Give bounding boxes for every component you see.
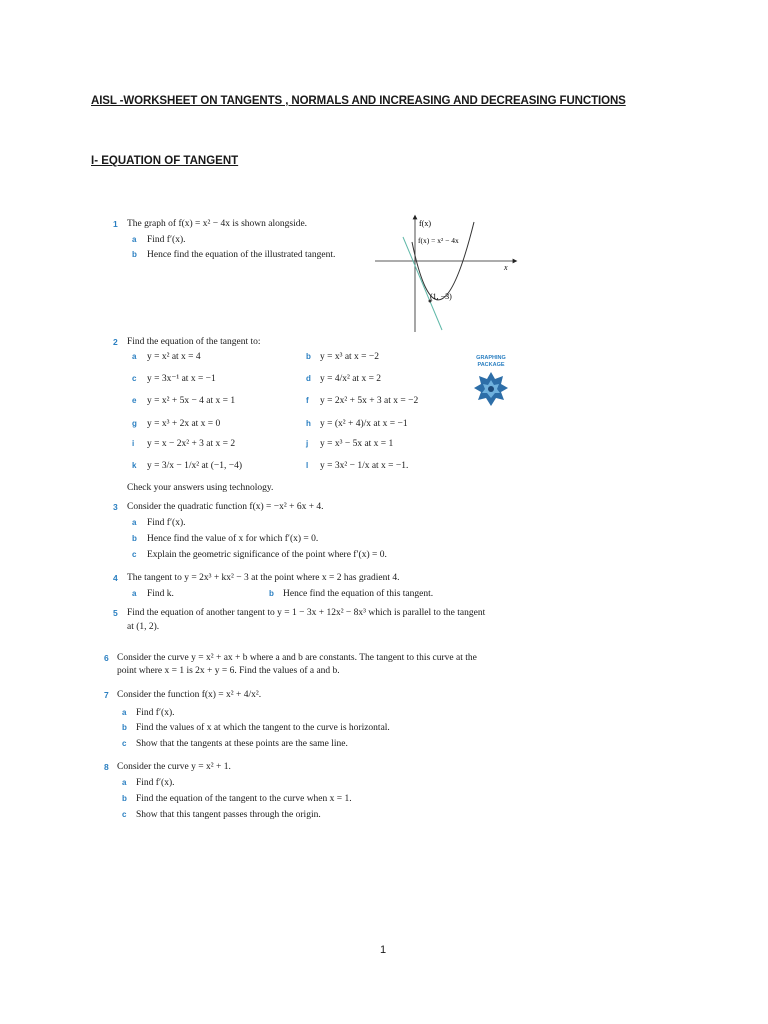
q7-a-text: Find f′(x). xyxy=(136,708,175,718)
q4-a-letter: a xyxy=(132,589,137,598)
q2-item-letter: i xyxy=(132,439,135,448)
q2-item-text: y = x³ + 2x at x = 0 xyxy=(147,419,221,429)
q2-item-text: y = x³ − 5x at x = 1 xyxy=(320,439,394,449)
q2-item-text: y = 3x² − 1/x at x = −1. xyxy=(320,461,409,471)
q4-a-text: Find k. xyxy=(147,589,174,599)
q2-item-letter: a xyxy=(132,352,137,361)
worksheet-title: AISL -WORKSHEET ON TANGENTS , NORMALS AND INCREASING AND DECREASING FUNCTIONS xyxy=(91,95,626,107)
q3-a-letter: a xyxy=(132,518,137,527)
q2-item-text: y = x² + 5x − 4 at x = 1 xyxy=(147,396,236,406)
q2-item-letter: c xyxy=(132,374,137,383)
q6-text-line2: point where x = 1 is 2x + y = 6. Find the values of a and b. xyxy=(117,666,340,676)
q2-item-letter: k xyxy=(132,461,137,470)
q2-item-text: y = x³ at x = −2 xyxy=(320,352,380,362)
q3-number: 3 xyxy=(113,502,118,512)
graph-curve-label: f(x) = x² − 4x xyxy=(418,236,459,245)
q1-b-letter: b xyxy=(132,250,137,259)
graph-fx-label: f(x) xyxy=(419,219,431,228)
q4-b-letter: b xyxy=(269,589,274,598)
q2-item-letter: h xyxy=(306,419,311,428)
graph-x-label: x xyxy=(504,263,508,272)
q4-text: The tangent to y = 2x³ + kx² − 3 at the point where x = 2 has gradient 4. xyxy=(127,573,400,583)
page-number: 1 xyxy=(380,944,387,956)
q3-text: Consider the quadratic function f(x) = −x² + 6x + 4. xyxy=(127,502,324,512)
q2-item-text: y = 2x² + 5x + 3 at x = −2 xyxy=(320,396,419,406)
q4-number: 4 xyxy=(113,573,118,583)
q7-a-letter: a xyxy=(122,708,127,717)
q2-item-letter: e xyxy=(132,396,137,405)
q1-text: The graph of f(x) = x² − 4x is shown alongside. xyxy=(127,219,308,229)
q2-item-text: y = 3/x − 1/x² at (−1, −4) xyxy=(147,461,242,471)
q2-item-text: y = 3x⁻¹ at x = −1 xyxy=(147,374,216,384)
q6-text: Consider the curve y = x² + ax + b where a and b are constants. The tangent to this curve at the xyxy=(117,653,477,663)
q3-b-text: Hence find the value of x for which f′(x) = 0. xyxy=(147,534,319,544)
q1-b-text: Hence find the equation of the illustrated tangent. xyxy=(147,250,336,260)
q2-number: 2 xyxy=(113,337,118,347)
section-heading: I- EQUATION OF TANGENT xyxy=(91,155,239,167)
q8-b-letter: b xyxy=(122,794,127,803)
graph-point-label: (1, −3) xyxy=(430,292,452,301)
q3-c-letter: c xyxy=(132,550,137,559)
q2-item-text: y = x − 2x² + 3 at x = 2 xyxy=(147,439,236,449)
q3-b-letter: b xyxy=(132,534,137,543)
q3-c-text: Explain the geometric significance of the point where f′(x) = 0. xyxy=(147,550,387,560)
q2-item-letter: l xyxy=(306,461,309,470)
q7-number: 7 xyxy=(104,690,109,700)
q2-item-letter: f xyxy=(306,396,309,405)
q2-item-letter: g xyxy=(132,419,137,428)
q1-a-letter: a xyxy=(132,235,137,244)
q8-c-text: Show that this tangent passes through the origin. xyxy=(136,810,321,820)
q7-text: Consider the function f(x) = x² + 4/x². xyxy=(117,690,262,700)
q2-check-note: Check your answers using technology. xyxy=(127,483,274,493)
tangent-line xyxy=(403,237,442,330)
q2-item-letter: d xyxy=(306,374,311,383)
q6-number: 6 xyxy=(104,653,109,663)
q3-a-text: Find f′(x). xyxy=(147,518,186,528)
q2-item-text: y = 4/x² at x = 2 xyxy=(320,374,382,384)
q8-b-text: Find the equation of the tangent to the curve when x = 1. xyxy=(136,794,352,804)
q2-item-letter: j xyxy=(306,439,309,448)
q4-b-text: Hence find the equation of this tangent. xyxy=(283,589,434,599)
q5-number: 5 xyxy=(113,608,118,618)
q7-c-letter: c xyxy=(122,739,127,748)
graphing-package-label: GRAPHING PACKAGE xyxy=(476,355,506,368)
q8-number: 8 xyxy=(104,762,109,772)
q2-item-text: y = x² at x = 4 xyxy=(147,352,201,362)
q7-b-letter: b xyxy=(122,723,127,732)
q5-text: Find the equation of another tangent to y = 1 − 3x + 12x² − 8x³ which is parallel to the tangent xyxy=(127,608,486,618)
q2-text: Find the equation of the tangent to: xyxy=(127,337,261,347)
q8-a-text: Find f′(x). xyxy=(136,778,175,788)
graphing-package-icon xyxy=(473,371,509,409)
q8-c-letter: c xyxy=(122,810,127,819)
q7-b-text: Find the values of x at which the tangent to the curve is horizontal. xyxy=(136,723,390,733)
q1-number: 1 xyxy=(113,219,118,229)
q2-item-letter: b xyxy=(306,352,311,361)
q2-item-text: y = (x² + 4)/x at x = −1 xyxy=(320,419,408,429)
q8-a-letter: a xyxy=(122,778,127,787)
q1-graph xyxy=(370,212,520,337)
q5-text-line2: at (1, 2). xyxy=(127,622,160,632)
q1-a-text: Find f′(x). xyxy=(147,235,186,245)
q8-text: Consider the curve y = x² + 1. xyxy=(117,762,231,772)
q7-c-text: Show that the tangents at these points are the same line. xyxy=(136,739,348,749)
